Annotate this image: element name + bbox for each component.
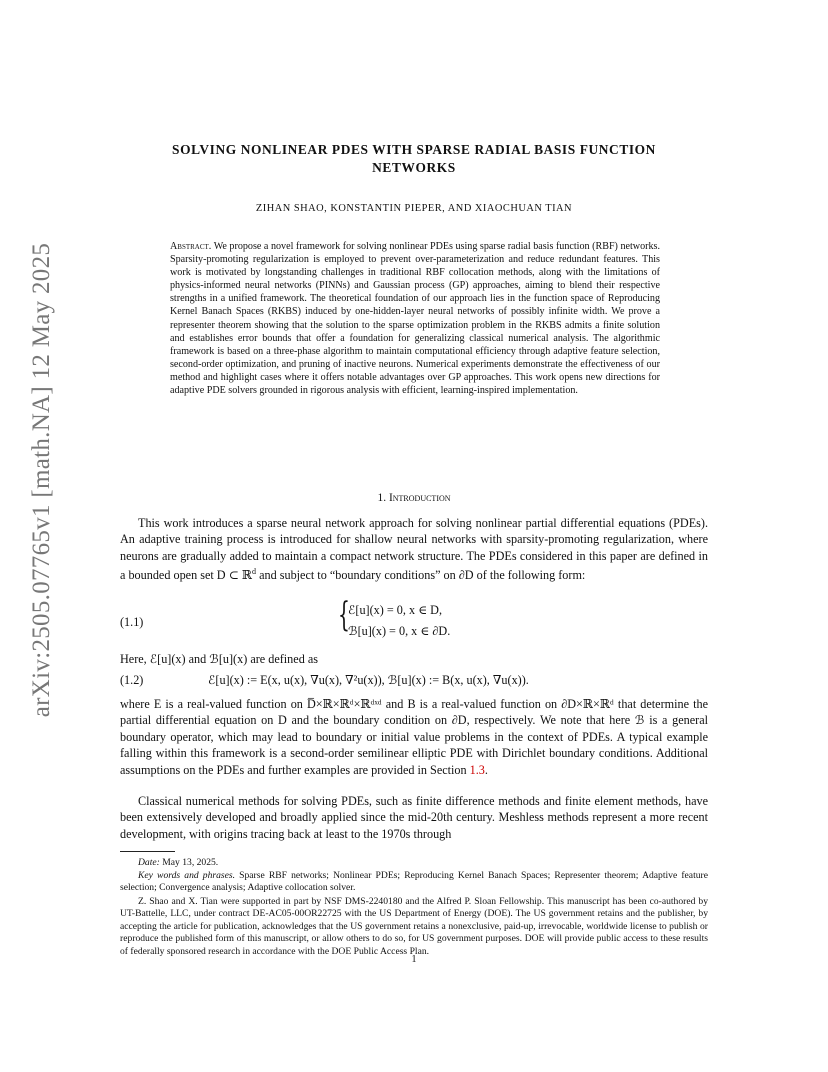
equation-brace: { [338, 595, 350, 635]
abstract [170, 240, 660, 397]
footnote-rule [120, 851, 175, 852]
equation-1-1-label: (1.1) [120, 615, 144, 629]
arxiv-id: arXiv:2505.07765v1 [math.NA] 12 May 2025 [28, 242, 55, 718]
equation-1-2-label: (1.2) [120, 673, 144, 687]
intro-paragraph-4: Classical numerical methods for solving PDEs, such as finite difference methods and finite element methods, have been extensively developed and broadly applied since the mid-20th century. Meshless methods represent a more recent development, with origins tracing back at least to the 1970s through [120, 794, 708, 841]
intro-paragraph-3: where E is a real-valued function on D̅×ℝ×ℝᵈ×ℝᵈˣᵈ and B is a real-valued function on ∂D×ℝ×ℝᵈ that determine the partial differential equation on D and the boundary condition on ∂D, respectively. We note that here ℬ is a general boundary operator, which may lead to boundary or initial value problems in the context of PDEs. A typical example falling within this framework is a second-order semilinear elliptic PDE with Dirichlet boundary conditions. Additional assumptions on the PDEs and further examples are provided in Section 1.3. [120, 697, 708, 777]
section-title: Introduction [388, 492, 451, 504]
intro-paragraph-1: This work introduces a sparse neural network approach for solving nonlinear partial differential equations (PDEs). An adaptive training process is introduced for shallow neural networks with sparsity-promoting regularization, where neurons are gradually added to maintain a compact network structure. The PDEs considered in this paper are defined in a bounded open set D ⊂ ℝ$^d$ and subject to “boundary conditions” on ∂D of the following form: [120, 516, 708, 583]
footnote-date: Date: May 13, 2025. [138, 857, 219, 868]
arxiv-sidebar-stamp [24, 242, 60, 718]
section-heading [120, 492, 708, 504]
section-1-3-link[interactable]: 1.3 [469, 762, 485, 777]
section-number: 1. [377, 492, 387, 504]
footnote-funding: Z. Shao and X. Tian were supported in part by NSF DMS-2240180 and the Alfred P. Sloan Fellowship. This manuscript has been co-authored by UT-Battelle, LLC, under contract DE-AC05-00OR22725 with the US Department of Energy (DOE). The US government retains and the publisher, by accepting the article for publication, acknowledges that the US government retains a nonexclusive, paid-up, irrevocable, worldwide license to publish or reproduce the published form of this manuscript, or allow others to do so, for US government purposes. DOE will provide public access to these results of federally sponsored research in accordance with the DOE Public Access Plan. [120, 896, 708, 957]
title-line-2: NETWORKS [372, 160, 456, 175]
abstract-text: We propose a novel framework for solving nonlinear PDEs using sparse radial basis function (RBF) networks. Sparsity-promoting regularization is employed to prevent over-parameterization and reduce redundant features. This work is motivated by longstanding challenges in traditional RBF collocation methods, along with the limitations of physics-informed neural networks (PINNs) and Gaussian process (GP) approaches, aiming to blend their respective strengths in a unified framework. The theoretical foundation of our approach lies in the function space of Reproducing Kernel Banach Spaces (RKBS) induced by one-hidden-layer neural networks of possibly infinite width. We prove a representer theorem showing that the solution to the sparse optimization problem in the RKBS admits a finite solution and establishes error bounds that offer a foundation for generalizing classical numerical analysis. The algorithmic framework is based on a three-phase algorithm to maintain computational efficiency through adaptive feature selection, second-order optimization, and pruning of inactive neurons. Numerical experiments demonstrate the effectiveness of our method and highlight cases where it offers notable advantages over GP approaches. This work opens new directions for adaptive PDE solvers grounded in rigorous analysis with efficient, learning-inspired implementation. [170, 241, 660, 397]
page-number: 1 [411, 954, 417, 965]
title-line-1: SOLVING NONLINEAR PDES WITH SPARSE RADIAL BASIS FUNCTION [172, 142, 656, 157]
equation-1-1-line-1: ℰ[u](x) = 0, x ∈ D, [348, 603, 443, 617]
paper-title [120, 141, 708, 177]
abstract-label: Abstract. [170, 241, 212, 252]
equation-1-2: ℰ[u](x) := E(x, u(x), ∇u(x), ∇²u(x)), ℬ[u](x) := B(x, u(x), ∇u(x)). [208, 673, 529, 687]
footnote-keywords: Key words and phrases. Sparse RBF networks; Nonlinear PDEs; Reproducing Kernel Banach Spaces; Representer theorem; Adaptive feature selection; Convergence analysis; Adaptive collocation solver. [120, 870, 708, 894]
authors: ZIHAN SHAO, KONSTANTIN PIEPER, AND XIAOCHUAN TIAN [255, 203, 573, 214]
intro-paragraph-2: Here, ℰ[u](x) and ℬ[u](x) are defined as [120, 652, 318, 666]
equation-1-1-line-2: ℬ[u](x) = 0, x ∈ ∂D. [348, 624, 451, 638]
